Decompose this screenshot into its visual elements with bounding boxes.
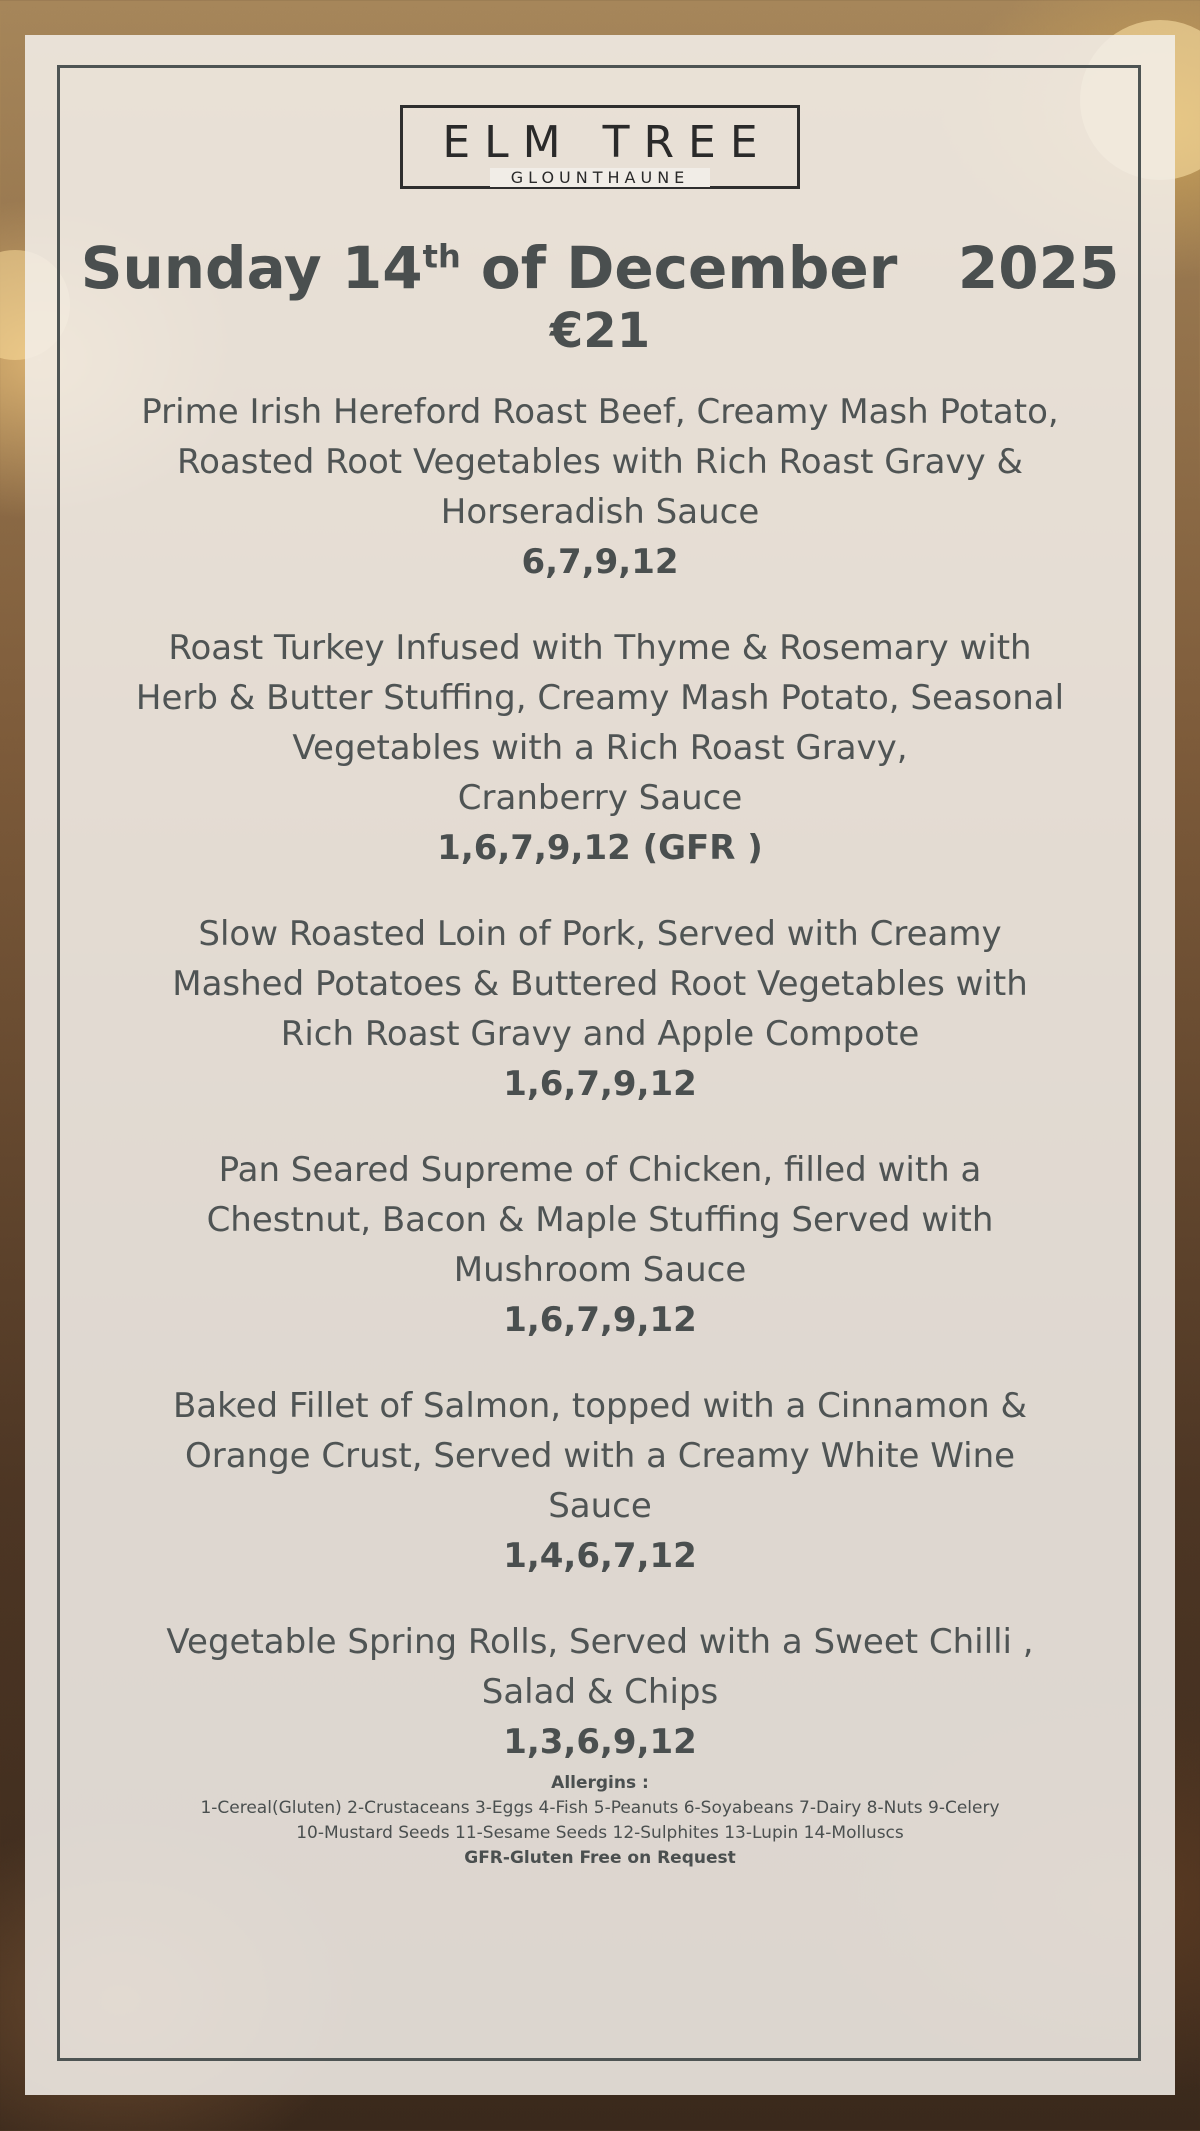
- menu-content: [60, 65, 1140, 1871]
- menu-item: [60, 1381, 1140, 1581]
- menu-item-description: [60, 1381, 1140, 1531]
- menu-item-description-line: Prime Irish Hereford Roast Beef, Creamy Mash Potato,: [141, 392, 1059, 432]
- date-prefix: Sunday 14: [80, 234, 423, 302]
- menu-item-description-line: Slow Roasted Loin of Pork, Served with Creamy: [198, 914, 1002, 954]
- menu-item: [60, 623, 1140, 873]
- menu-item-allergen-codes: 1,3,6,9,12: [503, 1722, 697, 1762]
- menu-item-allergen-codes: 6,7,9,12: [521, 542, 679, 582]
- menu-item-description-line: Mushroom Sauce: [453, 1250, 747, 1290]
- menu-item-description-line: Salad & Chips: [481, 1672, 719, 1712]
- menu-item-description-line: Roasted Root Vegetables with Rich Roast Gravy &: [177, 442, 1023, 482]
- menu-item-description: [60, 623, 1140, 823]
- date-rest: of December 2025: [460, 234, 1120, 302]
- menu-item-description: [60, 1617, 1140, 1717]
- menu-item-description-line: Vegetable Spring Rolls, Served with a Sweet Chilli ,: [166, 1622, 1034, 1662]
- menu-item-description-line: Vegetables with a Rich Roast Gravy,: [292, 728, 908, 768]
- menu-item-description-line: Rich Roast Gravy and Apple Compote: [280, 1014, 920, 1054]
- menu-item-allergen-codes: 1,6,7,9,12 (GFR ): [437, 828, 763, 868]
- menu-item-description: [60, 387, 1140, 537]
- menu-item-description-line: Orange Crust, Served with a Creamy White Wine: [184, 1436, 1016, 1476]
- menu-price: €21: [549, 303, 651, 359]
- menu-item-description-line: Roast Turkey Infused with Thyme & Rosemary with: [168, 628, 1032, 668]
- menu-item: [60, 909, 1140, 1109]
- menu-item-description-line: Herb & Butter Stuffing, Creamy Mash Potato, Seasonal: [135, 678, 1065, 718]
- menu-item-description-line: Mashed Potatoes & Buttered Root Vegetables with: [172, 964, 1028, 1004]
- menu-item: [60, 387, 1140, 587]
- menu-item-description-line: Baked Fillet of Salmon, topped with a Cinnamon &: [172, 1386, 1028, 1426]
- logo-subtitle: GLOUNTHAUNE: [490, 168, 710, 187]
- menu-item-description: [60, 1145, 1140, 1295]
- allergen-list-row-1: 1-Cereal(Gluten) 2-Crustaceans 3-Eggs 4-Fish 5-Peanuts 6-Soyabeans 7-Dairy 8-Nuts 9-Celery: [200, 1798, 1000, 1818]
- menu-item-allergen-codes: 1,4,6,7,12: [503, 1536, 697, 1576]
- allergen-list-row-2: 10-Mustard Seeds 11-Sesame Seeds 12-Sulphites 13-Lupin 14-Molluscs: [296, 1823, 904, 1843]
- menu-item-description-line: Chestnut, Bacon & Maple Stuffing Served with: [206, 1200, 994, 1240]
- menu-item-description-line: Horseradish Sauce: [440, 492, 760, 532]
- menu-item: [60, 1617, 1140, 1767]
- menu-item-description-line: Pan Seared Supreme of Chicken, filled with a: [218, 1150, 982, 1190]
- menu-item: [60, 1145, 1140, 1345]
- gfr-note: GFR-Gluten Free on Request: [464, 1848, 736, 1868]
- menu-date: [60, 234, 1140, 302]
- date-ordinal-suffix: th: [422, 237, 461, 276]
- menu-item-allergen-codes: 1,6,7,9,12: [503, 1300, 697, 1340]
- dish-list: [60, 387, 1140, 1767]
- menu-item-description-line: Cranberry Sauce: [457, 778, 743, 818]
- logo-title: ELM TREE: [442, 117, 772, 168]
- menu-item-description-line: Sauce: [548, 1486, 652, 1526]
- menu-item-description: [60, 909, 1140, 1059]
- allergen-heading: Allergins :: [551, 1773, 649, 1793]
- menu-item-allergen-codes: 1,6,7,9,12: [503, 1064, 697, 1104]
- elm-tree-logo: [400, 105, 800, 189]
- allergen-legend: [60, 1771, 1140, 1871]
